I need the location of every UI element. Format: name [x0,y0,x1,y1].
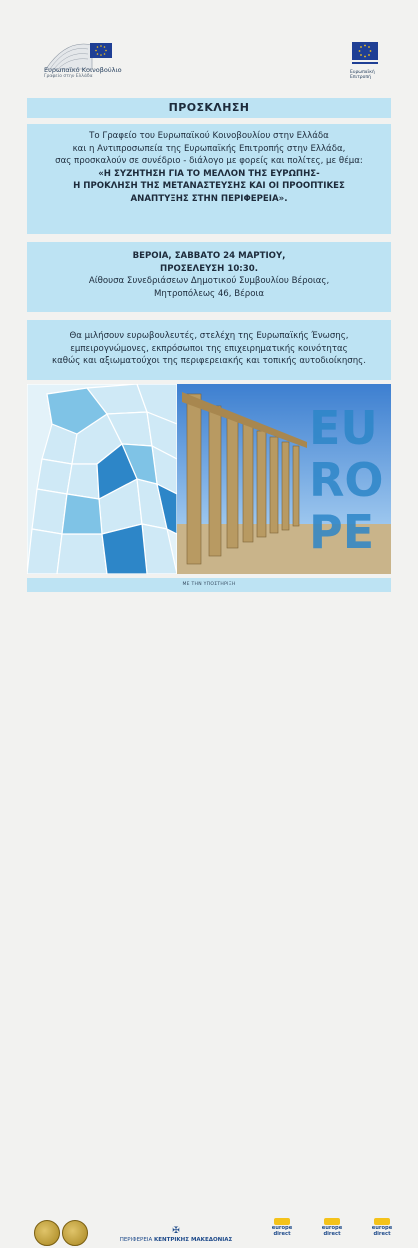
europe-direct-logo: europe direct [314,1218,350,1248]
speakers-panel [27,320,391,380]
footer [0,600,418,1243]
event-address: Μητροπόλεως 46, Βέροια [153,288,265,299]
event-date: ΒΕΡΟΙΑ, ΣΑΒΒΑΤΟ 24 ΜΑΡΤΙΟΥ, [132,251,286,261]
intro-line: σας προσκαλούν σε συνέδριο - διάλογο με φορείς και πολίτες, με θέμα: [55,156,363,166]
europe-direct-logo: europe direct [264,1218,300,1248]
topic-line: ΑΝΑΠΤΥΞΗΣ ΣΤΗΝ ΠΕΡΙΦΕΡΕΙΑ». [130,193,288,204]
invitation-title: ΠΡΟΣΚΛΗΣΗ [168,101,250,114]
speakers-line: Θα μιλήσουν ευρωβουλευτές, στελέχη της Ευρωπαϊκής Ένωσης, [69,331,349,341]
title-panel [27,98,391,118]
intro-panel [27,124,391,234]
ep-name: Ευρωπαϊκό Κοινοβούλιο [44,66,122,74]
region-prefix: ΠΕΡΙΦΕΡΕΙΑ [119,1237,153,1243]
europe-map-artwork [27,384,391,574]
ep-office: Γραφείο στην Ελλάδα [44,74,93,79]
event-venue: Αίθουσα Συνεδριάσεων Δημοτικού Συμβουλίου Βέροιας, [88,276,330,286]
municipality-coin-logo [34,1220,60,1246]
intro-line: και η Αντιπροσωπεία της Ευρωπαϊκής Επιτροπής στην Ελλάδα, [72,143,346,154]
topic-line: «Η ΣΥΖΗΤΗΣΗ ΓΙΑ ΤΟ ΜΕΛΛΟΝ ΤΗΣ ΕΥΡΩΠΗΣ- [98,168,320,179]
region-name: ΚΕΝΤΡΙΚΗΣ ΜΑΚΕΔΟΝΙΑΣ [153,1237,233,1243]
europe-direct-logo: europe direct [364,1218,400,1248]
european-commission-logo [350,40,380,70]
event-time: ΠΡΟΣΕΛΕΥΣΗ 10:30. [160,263,258,274]
sponsor-label: ΜΕ ΤΗΝ ΥΠΟΣΤΗΡΙΞΗ [27,578,391,592]
topic-line: Η ΠΡΟΚΛΗΣΗ ΤΗΣ ΜΕΤΑΝΑΣΤΕΥΣΗΣ ΚΑΙ ΟΙ ΠΡΟΟΠΤΙΚΕΣ [73,181,345,191]
speakers-line: εμπειρογνώμονες, εκπρόσωποι της επιχειρηματικής κοινότητας [70,343,348,354]
header [0,0,418,95]
municipality-seal-logo [62,1220,88,1246]
speakers-line: καθώς και αξιωματούχοι της περιφερειακής και τοπικής αυτοδιοίκησης. [52,356,366,366]
greek-emblem-icon: ✠ [172,1226,180,1236]
artwork-letters-pe: PE [309,505,375,559]
intro-line: Το Γραφείο του Ευρωπαϊκού Κοινοβουλίου στην Ελλάδα [89,131,329,141]
artwork-letters-ro: RO [309,453,384,507]
region-logo [112,1226,240,1244]
ec-name: Ευρωπαϊκή Επιτροπή [350,70,375,80]
event-panel [27,242,391,312]
artwork-letters-eu: EU [309,401,378,455]
